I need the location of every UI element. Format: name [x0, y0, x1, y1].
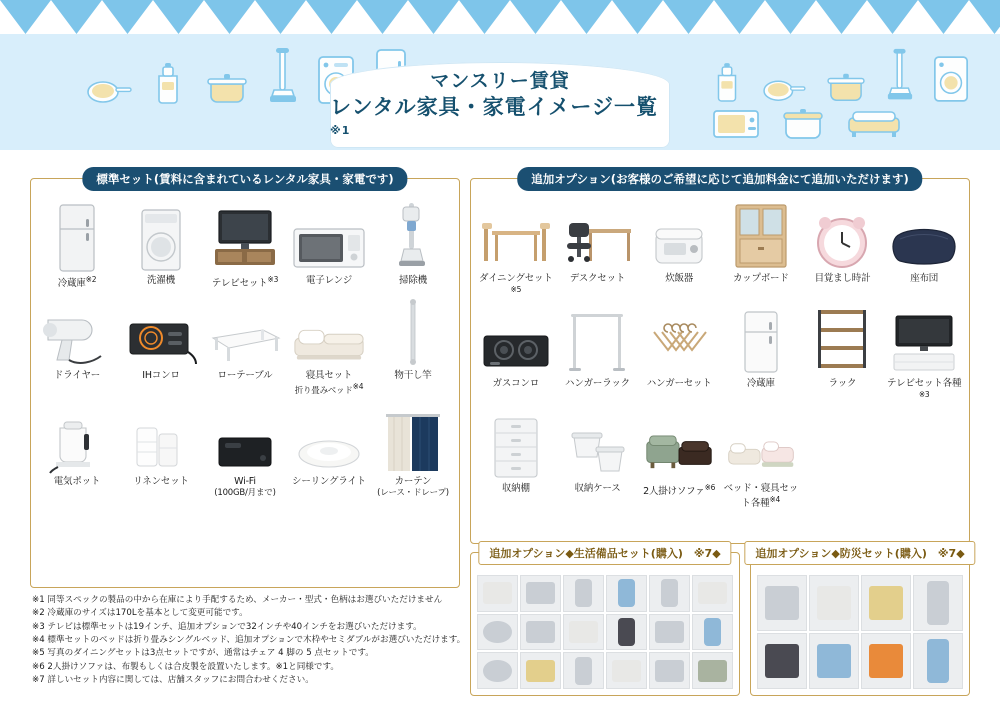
brush-photo — [563, 652, 604, 689]
item-note: ※3 — [918, 389, 930, 399]
item-note: ※6 — [704, 482, 716, 492]
item-curtain[interactable] — [371, 400, 455, 499]
item-refrigerator[interactable] — [35, 199, 119, 290]
item-dining-set[interactable] — [475, 199, 557, 300]
item-label: カーテン — [394, 476, 432, 488]
item-two-seat-sofa[interactable] — [638, 409, 720, 510]
item-label: ダイニングセット — [479, 273, 553, 284]
tape-photo — [861, 575, 911, 631]
standard-set-panel — [30, 172, 460, 588]
kettle-icon — [710, 62, 744, 104]
storage-box-photo — [563, 575, 604, 612]
scallop-border — [0, 0, 1000, 34]
item-label: ラック — [828, 377, 857, 389]
footnote: ※4 標準セットのベッドは折り畳みシングルベッド、追加オプションで木枠やセミダブルがお選びいただけます。 — [32, 634, 466, 645]
item-label: 収納ケース — [574, 482, 621, 494]
item-label: ドライヤー — [53, 370, 101, 382]
disaster-kit-photo-grid — [757, 575, 963, 689]
electric-kettle-icon — [39, 400, 115, 474]
item-label: カップボード — [732, 273, 789, 284]
dining-set-icon — [480, 199, 552, 271]
item-microwave[interactable] — [287, 199, 371, 290]
item-refrigerator-option[interactable] — [720, 304, 802, 405]
bottle-photo — [606, 575, 647, 612]
item-desk-set[interactable] — [557, 199, 639, 300]
item-label: IHコンロ — [142, 370, 180, 382]
item-label: 冷蔵庫 — [746, 377, 775, 389]
item-note: ※3 — [267, 275, 279, 284]
item-note: ※2 — [85, 275, 97, 284]
item-label: ハンガーラック — [565, 377, 630, 389]
mask-photo — [757, 633, 807, 689]
item-label: ハンガーセット — [646, 377, 712, 389]
standard-set-grid — [31, 193, 459, 505]
footnote: ※1 同等スペックの製品の中から在庫により手配するため、メーカー・型式・色柄はお選びいただけません — [32, 595, 443, 605]
item-vacuum-cleaner[interactable] — [371, 199, 455, 290]
item-label: 座布団 — [910, 273, 939, 284]
hanger-rack-icon — [561, 304, 633, 376]
clothes-pole-icon — [375, 294, 451, 368]
ih-cooktop-icon — [123, 294, 199, 368]
item-wifi-router[interactable] — [203, 400, 287, 499]
gas-stove-icon — [480, 304, 552, 376]
footnotes — [32, 594, 466, 687]
item-sublabel: (レース・ドレープ) — [377, 488, 449, 499]
rice-cooker-icon — [643, 199, 715, 271]
item-label: テレビセット各種 — [887, 377, 962, 389]
tumbler-photo — [477, 652, 518, 689]
first-aid-photo — [809, 575, 859, 631]
item-shelf-rack[interactable] — [802, 304, 884, 405]
item-label: 炊飯器 — [665, 273, 694, 284]
item-sublabel: (100GB/月まで) — [214, 488, 276, 499]
cup-photo — [477, 614, 518, 651]
frying-pan-icon — [762, 66, 806, 104]
footnote: ※5 写真のダイニングセットは3点セットですが、通常はチェア 4 脚の 5 点セットです。 — [32, 648, 374, 659]
item-label: 電気ポット — [53, 476, 101, 488]
curtain-icon — [375, 400, 451, 474]
item-label: 洗濯機 — [147, 275, 175, 286]
cleaning-spray-photo — [649, 575, 690, 612]
item-label: Wi-Fi — [234, 476, 256, 488]
item-tv-set[interactable] — [203, 199, 287, 290]
emergency-backpack-photo — [861, 633, 911, 689]
bed-bedding-icon — [725, 409, 797, 481]
kettle-icon — [150, 62, 186, 106]
dish-set-photo — [520, 575, 561, 612]
standard-set-title: 標準セット(賃料に含まれているレンタル家具・家電です) — [82, 167, 407, 191]
emergency-food-photo — [757, 575, 807, 631]
item-label: ガスコンロ — [492, 377, 540, 389]
page-header — [0, 0, 1000, 168]
item-electric-kettle[interactable] — [35, 400, 119, 499]
washing-machine-icon — [123, 199, 199, 273]
refrigerator-icon — [725, 304, 797, 376]
item-tv-set-variants[interactable] — [883, 304, 965, 405]
item-label: デスクセット — [569, 273, 626, 284]
washing-machine-icon — [932, 54, 970, 104]
vacuum-cleaner-icon — [375, 199, 451, 273]
refrigerator-icon — [39, 199, 115, 273]
item-washing-machine[interactable] — [119, 199, 203, 290]
item-sublabel: 折り畳みベッド$^{※4}$ — [294, 381, 364, 396]
item-alarm-clock[interactable] — [802, 199, 884, 300]
alarm-clock-icon — [806, 199, 878, 271]
desk-set-icon — [561, 199, 633, 271]
microwave-icon — [712, 108, 760, 140]
item-hanger-set[interactable] — [638, 304, 720, 405]
additional-options-panel — [470, 172, 970, 544]
item-storage-case[interactable] — [557, 409, 639, 510]
item-gas-stove[interactable] — [475, 304, 557, 405]
disaster-kit-panel — [750, 547, 970, 696]
frying-pan-icon — [86, 66, 132, 106]
item-label: 物干し竿 — [394, 370, 432, 382]
storage-chest-icon — [480, 409, 552, 481]
item-ih-cooktop[interactable] — [119, 294, 203, 396]
item-rice-cooker[interactable] — [638, 199, 720, 300]
item-label: 2人掛けソファ — [643, 485, 705, 497]
floor-cushion-icon — [888, 199, 960, 271]
item-label: 目覚まし時計 — [814, 273, 871, 284]
vacuum-icon — [886, 48, 914, 104]
pot-icon — [204, 70, 250, 106]
item-note: ※4 — [769, 494, 781, 504]
header-right-icon-strip — [710, 48, 970, 104]
bedding-set-icon — [291, 294, 367, 368]
tv-set-icon — [888, 304, 960, 376]
cutlery-photo — [520, 614, 561, 651]
living-goods-title: 追加オプション◆生活備品セット(購入) ※7◆ — [478, 541, 731, 565]
pot-icon — [824, 70, 868, 104]
vacuum-icon — [268, 48, 298, 106]
sponge-photo — [520, 652, 561, 689]
water-bottle-photo — [913, 633, 963, 689]
rice-cooker-icon — [782, 106, 824, 140]
ceiling-light-icon — [291, 400, 367, 474]
item-label: シーリングライト — [292, 476, 366, 488]
misc-goods-photo — [692, 652, 733, 689]
item-ceiling-light[interactable] — [287, 400, 371, 499]
toiletry-photo — [649, 614, 690, 651]
footnote: ※7 詳しいセット内容に関しては、店舗スタッフにお問合わせください。 — [32, 674, 314, 685]
item-storage-chest[interactable] — [475, 409, 557, 510]
item-label: ローテーブル — [217, 370, 273, 382]
living-goods-panel — [470, 547, 740, 696]
footnote: ※2 冷蔵庫のサイズは170Lを基本として変更可能です。 — [32, 608, 248, 619]
shelf-rack-icon — [806, 304, 878, 376]
header-right-icon-strip-2 — [712, 106, 902, 140]
item-label: 冷蔵庫 — [57, 278, 86, 290]
item-cupboard[interactable] — [720, 199, 802, 300]
item-label: 収納棚 — [501, 482, 530, 494]
hero-title-badge — [330, 62, 670, 148]
blanket-photo — [809, 633, 859, 689]
hair-dryer-icon — [39, 294, 115, 368]
trash-bin-photo — [606, 614, 647, 651]
item-label: 寝具セット — [305, 370, 353, 382]
item-label: テレビセット — [211, 278, 268, 290]
detergent-photo — [692, 614, 733, 651]
hero-title-line2: レンタル家具・家電イメージ一覧$^{※1}$ — [330, 95, 659, 138]
microwave-icon — [291, 199, 367, 273]
living-goods-photo-grid — [477, 575, 733, 689]
two-seat-sofa-icon — [643, 409, 715, 481]
item-hair-dryer[interactable] — [35, 294, 119, 396]
hanger-photo — [649, 652, 690, 689]
item-clothes-pole[interactable] — [371, 294, 455, 396]
item-label: 電子レンジ — [305, 275, 353, 286]
hanger-set-icon — [643, 304, 715, 376]
slipper-photo — [563, 614, 604, 651]
item-label: ベッド・寝具セット各種 — [723, 482, 799, 509]
item-note: ※5 — [510, 284, 522, 294]
footnote: ※6 2人掛けソファは、布製もしくは合皮製を設置いたします。※1と同様です。 — [32, 661, 339, 672]
disaster-kit-title: 追加オプション◆防災セット(購入) ※7◆ — [744, 541, 975, 565]
linen-set-icon — [123, 400, 199, 474]
item-label: 掃除機 — [399, 275, 427, 286]
item-floor-cushion[interactable] — [883, 199, 965, 300]
kitchen-utensils-photo — [477, 575, 518, 612]
laundry-photo — [606, 652, 647, 689]
item-bed-bedding-set[interactable] — [720, 409, 802, 510]
item-hanger-rack[interactable] — [557, 304, 639, 405]
storage-case-icon — [561, 409, 633, 481]
item-bedding-set[interactable] — [287, 294, 371, 396]
hero-title-line1: マンスリー賃貸 — [430, 70, 570, 93]
low-table-icon — [207, 294, 283, 368]
sofa-icon — [846, 108, 902, 140]
footnote: ※3 テレビは標準セットは19インチ、追加オプションで32インチや40インチをお選びいただけます。 — [32, 621, 422, 632]
wifi-router-icon — [207, 400, 283, 474]
item-label: リネンセット — [133, 476, 189, 488]
tv-set-icon — [207, 199, 283, 273]
flashlight-photo — [913, 575, 963, 631]
cupboard-icon — [725, 199, 797, 271]
towel-photo — [692, 575, 733, 612]
additional-options-title: 追加オプション(お客様のご希望に応じて追加料金にて追加いただけます) — [517, 167, 922, 191]
additional-options-grid — [471, 193, 969, 516]
item-low-table[interactable] — [203, 294, 287, 396]
item-linen-set[interactable] — [119, 400, 203, 499]
